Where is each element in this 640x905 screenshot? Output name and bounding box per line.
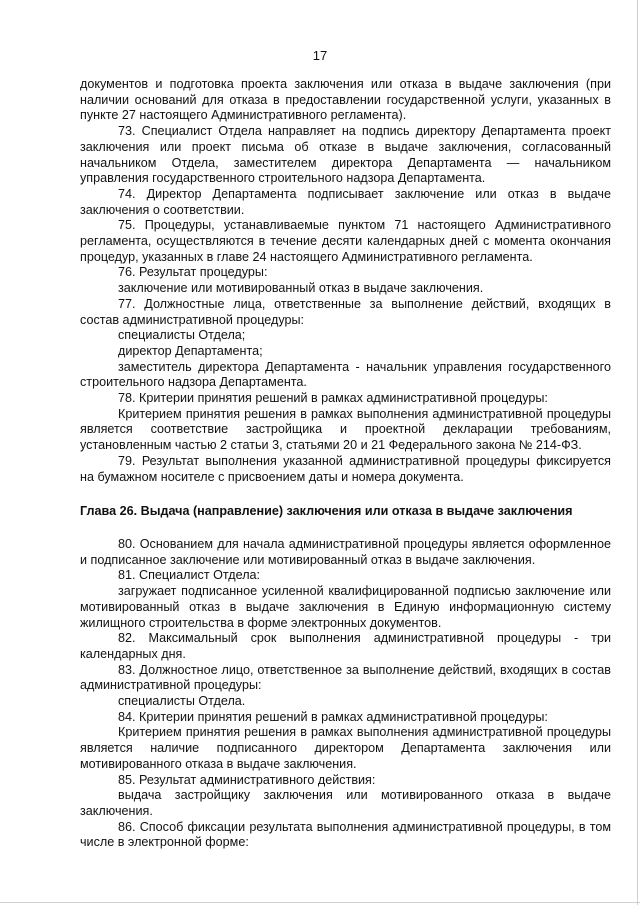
chapter-heading: Глава 26. Выдача (направление) заключения или отказа в выдаче заключения xyxy=(80,504,573,519)
paragraph-83: 83. Должностное лицо, ответственное за выполнение действий, входящих в состав административной процедуры: xyxy=(80,662,611,693)
paragraph-76: 76. Результат процедуры: xyxy=(118,265,268,280)
page-number: 17 xyxy=(312,48,328,63)
paragraph-84-criterion: Критерием принятия решения в рамках выполнения административной процедуры является наличие подписанного директором Департамента заключения или мотивированного отказа в выдаче заключения. xyxy=(80,725,611,771)
paragraph-74: 74. Директор Департамента подписывает заключение или отказ в выдаче заключения о соответствии. xyxy=(80,186,611,217)
paragraph-75: 75. Процедуры, устанавливаемые пунктом 71 настоящего Административного регламента, осуществляются в течение десяти календарных дней с момента окончания процедур, указанных в главе 24 настоящего Административного регламента. xyxy=(80,218,611,264)
paragraph-79: 79. Результат выполнения указанной административной процедуры фиксируется на бумажном носителе с присвоением даты и номера документа. xyxy=(80,453,611,484)
list-item: директор Департамента; xyxy=(118,343,263,358)
paragraph-85: 85. Результат административного действия: xyxy=(118,772,376,787)
paragraph-78: 78. Критерии принятия решений в рамках административной процедуры: xyxy=(118,391,548,406)
paragraph-86: 86. Способ фиксации результата выполнения административной процедуры, в том числе в электронной форме: xyxy=(80,819,611,850)
paragraph-84: 84. Критерии принятия решений в рамках административной процедуры: xyxy=(118,709,548,724)
paragraph-73: 73. Специалист Отдела направляет на подпись директору Департамента проект заключения или проект письма об отказе в выдаче заключения, согласованный начальником Отдела, заместителем директора Департамента — начальником управления государственного строительного надзора Департамента. xyxy=(80,124,611,186)
list-item: специалисты Отдела. xyxy=(118,694,246,709)
scan-edge-bottom xyxy=(0,902,640,903)
paragraph-81: 81. Специалист Отдела: xyxy=(118,568,261,583)
document-body xyxy=(80,77,611,851)
list-item: заместитель директора Департамента - начальник управления государственного строительного надзора Департамента. xyxy=(80,359,611,390)
paragraph: документов и подготовка проекта заключения или отказа в выдаче заключения (при наличии оснований для отказа в предоставлении государственной услуги, указанных в пункте 27 настоящего Административного регламента). xyxy=(80,77,611,123)
list-item: специалисты Отдела; xyxy=(118,328,246,343)
paragraph-80: 80. Основанием для начала административной процедуры является оформленное и подписанное заключение или мотивированный отказ в выдаче заключения. xyxy=(80,536,611,567)
paragraph-81-action: загружает подписанное усиленной квалифицированной подписью заключение или мотивированный отказ в выдаче заключения в Единую информационную систему жилищного строительства в форме электронных документов. xyxy=(80,584,611,630)
scan-edge-right xyxy=(637,0,638,905)
paragraph-76-result: заключение или мотивированный отказ в выдаче заключения. xyxy=(118,281,484,296)
paragraph-78-criterion: Критерием принятия решения в рамках выполнения административной процедуры является соответствие застройщика и проектной декларации требованиям, установленным частью 2 статьи 3, статьями 20 и 21 Федерального закона № 214-ФЗ. xyxy=(80,406,611,453)
paragraph-77: 77. Должностные лица, ответственные за выполнение действий, входящих в состав административной процедуры: xyxy=(80,296,611,327)
paragraph-85-result: выдача застройщику заключения или мотивированного отказа в выдаче заключения. xyxy=(80,788,611,818)
paragraph-82: 82. Максимальный срок выполнения административной процедуры - три календарных дня. xyxy=(80,631,611,661)
